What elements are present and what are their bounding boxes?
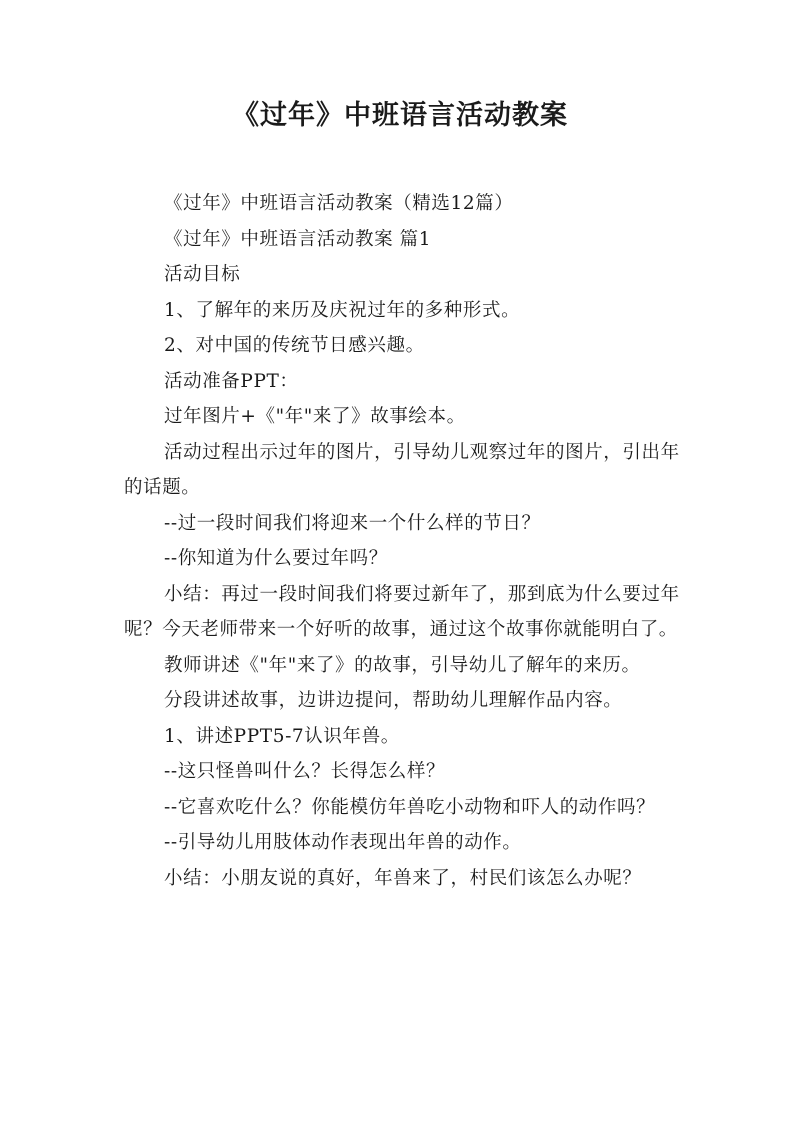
paragraph-action: --引导幼儿用肢体动作表现出年兽的动作。 (164, 832, 522, 853)
paragraph-step-1: 1、讲述PPT5-7认识年兽。 (164, 725, 400, 747)
paragraph-question-3: --这只怪兽叫什么？长得怎么样？ (164, 761, 446, 782)
paragraph-preparation: 活动准备PPT： (164, 370, 299, 392)
paragraph-question-4: --它喜欢吃什么？你能模仿年兽吃小动物和吓人的动作吗？ (164, 796, 656, 818)
paragraph-goal-1: 1、了解年的来历及庆祝过年的多种形式。 (164, 299, 521, 321)
paragraph-goals-heading: 活动目标 (164, 264, 241, 285)
paragraph-materials: 过年图片+《"年"来了》故事绘本。 (164, 406, 466, 427)
paragraph-section-heading: 《过年》中班语言活动教案 篇1 (164, 228, 432, 250)
paragraph-summary-2: 小结：小朋友说的真好，年兽来了，村民们该怎么办呢？ (164, 867, 642, 889)
paragraph-subtitle: 《过年》中班语言活动教案（精选12篇） (164, 193, 514, 214)
paragraph-question-2: --你知道为什么要过年吗？ (164, 548, 388, 569)
page-title: 《过年》中班语言活动教案 (232, 100, 568, 131)
paragraph-summary-1: 小结：再过一段时间我们将要过新年了，那到底为什么要过年呢？今天老师带来一个好听的故事，通过这个故事你就能明白了。 (124, 583, 680, 640)
paragraph-segments: 分段讲述故事，边讲边提问，帮助幼儿理解作品内容。 (164, 690, 623, 711)
paragraph-process-intro: 活动过程出示过年的图片，引导幼儿观察过年的图片，引出年的话题。 (124, 441, 680, 498)
paragraph-question-1: --过一段时间我们将迎来一个什么样的节日？ (164, 512, 541, 534)
document-body (124, 186, 696, 896)
paragraph-story: 教师讲述《"年"来了》的故事，引导幼儿了解年的来历。 (164, 654, 641, 676)
paragraph-goal-2: 2、对中国的传统节日感兴趣。 (164, 335, 425, 356)
